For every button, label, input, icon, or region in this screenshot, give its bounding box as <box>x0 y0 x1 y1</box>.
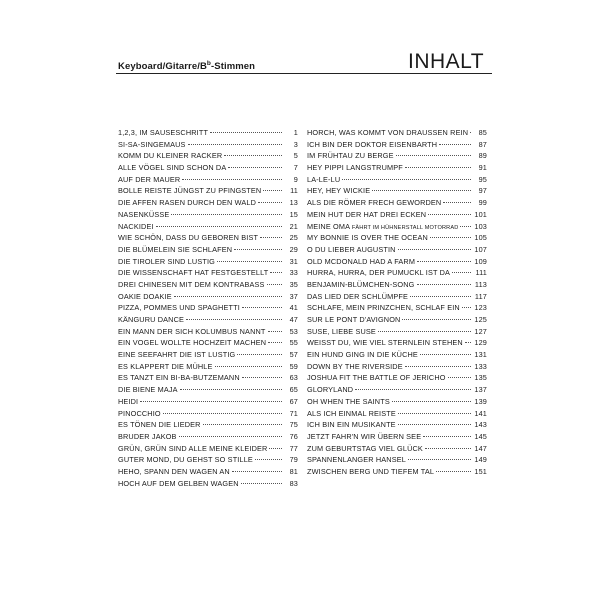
toc-entry-title: BOLLE REISTE JÜNGST ZU PFINGSTEN <box>118 186 262 196</box>
toc-entry-title: ALS DIE RÖMER FRECH GEWORDEN <box>307 198 442 208</box>
toc-entry-page: 143 <box>474 420 487 430</box>
toc-entry-title: O DU LIEBER AUGUSTIN <box>307 244 396 254</box>
toc-entry <box>118 302 298 314</box>
leader-dots <box>260 237 282 238</box>
toc-entry-page: 113 <box>474 279 487 289</box>
toc-entry <box>307 443 487 455</box>
leader-dots <box>242 377 282 378</box>
toc-entry <box>307 431 487 443</box>
toc-entry-page: 105 <box>474 233 487 243</box>
toc-entry-title-small: FÄHRT IM HÜHNERSTALL MOTORRAD <box>350 224 459 231</box>
toc-entry <box>307 232 487 244</box>
toc-entry <box>307 267 487 279</box>
toc-entry <box>118 431 298 443</box>
toc-entry <box>307 337 487 349</box>
header-divider <box>116 73 492 74</box>
toc-entry <box>118 337 298 349</box>
leader-dots <box>448 377 471 378</box>
leader-dots <box>179 436 282 437</box>
toc-entry-title: EIN HUND GING IN DIE KÜCHE <box>307 350 418 360</box>
toc-entry-page: 35 <box>289 279 298 289</box>
toc-entry <box>118 150 298 162</box>
leader-dots <box>396 155 471 156</box>
toc-entry <box>118 244 298 256</box>
leader-dots <box>237 354 282 355</box>
leader-dots <box>180 389 282 390</box>
page-title: INHALT <box>408 50 485 73</box>
toc-entry-page: 5 <box>293 151 298 161</box>
toc-entry-page: 67 <box>289 396 298 406</box>
leader-dots <box>452 272 471 273</box>
flat-sign: b <box>206 60 211 67</box>
leader-dots <box>174 296 282 297</box>
toc-entry-page: 65 <box>289 385 298 395</box>
book-part-label <box>118 60 255 72</box>
toc-entry-title: ZWISCHEN BERG UND TIEFEM TAL <box>307 466 435 476</box>
toc-entry-page: 103 <box>474 221 487 231</box>
toc-entry-title: HOCH AUF DEM GELBEN WAGEN <box>118 478 239 488</box>
toc-entry-title: ICH BIN EIN MUSIKANTE <box>307 420 396 430</box>
toc-entry-title: MY BONNIE IS OVER THE OCEAN <box>307 233 428 243</box>
leader-dots <box>232 471 282 472</box>
toc-entry-page: 107 <box>474 244 487 254</box>
leader-dots <box>392 401 471 402</box>
toc-entry-page: 31 <box>289 256 298 266</box>
toc-entry <box>307 279 487 291</box>
toc-entry-page: 81 <box>289 466 298 476</box>
toc-entry <box>118 139 298 151</box>
toc-column-left <box>118 127 298 489</box>
toc-entry-page: 83 <box>289 478 298 488</box>
book-part-text: Keyboard/Gitarre/B <box>118 61 207 73</box>
toc-entry <box>307 174 487 186</box>
toc-entry-title: DOWN BY THE RIVERSIDE <box>307 361 403 371</box>
toc-entry-title: SUSE, LIEBE SUSE <box>307 326 376 336</box>
toc-entry <box>307 221 487 233</box>
toc-entry-page: 63 <box>289 373 298 383</box>
leader-dots <box>410 296 471 297</box>
toc-entry <box>307 244 487 256</box>
toc-entry <box>118 162 298 174</box>
toc-entry-page: 97 <box>478 186 487 196</box>
toc-entry-page: 47 <box>289 315 298 324</box>
leader-dots <box>270 272 282 273</box>
leader-dots <box>420 354 471 355</box>
toc-entry-page: 101 <box>474 209 487 219</box>
toc-entry-page: 149 <box>474 455 487 465</box>
leader-dots <box>258 202 282 203</box>
toc-entry <box>118 466 298 478</box>
toc-entry-page: 76 <box>289 431 298 441</box>
leader-dots <box>405 366 471 367</box>
toc-entry <box>307 419 487 431</box>
toc-entry-title: ICH BIN DER DOKTOR EISENBARTH <box>307 139 438 149</box>
toc-entry-page: 71 <box>289 408 298 418</box>
toc-entry-page: 131 <box>474 350 487 360</box>
toc-entry-page: 135 <box>474 373 487 383</box>
toc-entry <box>307 396 487 408</box>
toc-entry-page: 85 <box>478 128 487 137</box>
toc-entry <box>307 466 487 478</box>
toc-entry-title: HORCH, WAS KOMMT VON DRAUSSEN REIN <box>307 128 469 137</box>
toc-entry <box>118 478 298 490</box>
toc-entry <box>118 209 298 221</box>
leader-dots <box>408 459 471 460</box>
toc-entry-page: 91 <box>478 163 487 173</box>
toc-entry <box>118 291 298 303</box>
toc-entry-title: HEHO, SPANN DEN WAGEN AN <box>118 466 230 476</box>
leader-dots <box>186 319 282 320</box>
toc-entry-page: 145 <box>474 431 487 441</box>
toc-entry <box>118 419 298 431</box>
leader-dots <box>398 249 471 250</box>
toc-entry-title: 1,2,3, IM SAUSESCHRITT <box>118 128 209 137</box>
toc-entry-page: 79 <box>289 455 298 465</box>
toc-entry-title: DREI CHINESEN MIT DEM KONTRABASS <box>118 279 265 289</box>
toc-entry-title: DIE AFFEN RASEN DURCH DEN WALD <box>118 198 257 208</box>
leader-dots <box>436 471 471 472</box>
toc-entry-title: IM FRÜHTAU ZU BERGE <box>307 151 394 161</box>
toc-entry-title: OLD MCDONALD HAD A FARM <box>307 256 416 266</box>
toc-entry-title: PINOCCHIO <box>118 408 161 418</box>
toc-entry <box>118 372 298 384</box>
leader-dots <box>224 155 282 156</box>
toc-entry-title: HEIDI <box>118 396 139 406</box>
toc-entry <box>307 256 487 268</box>
toc-entry <box>307 127 487 139</box>
toc-entry-title: WIE SCHÖN, DASS DU GEBOREN BIST <box>118 233 259 243</box>
leader-dots <box>439 144 471 145</box>
toc-entry <box>307 314 487 326</box>
toc-entry <box>118 197 298 209</box>
toc-entry-title: OH WHEN THE SAINTS <box>307 396 390 406</box>
leader-dots <box>417 261 471 262</box>
toc-entry-page: 75 <box>289 420 298 430</box>
leader-dots <box>263 190 282 191</box>
toc-entry-page: 95 <box>478 174 487 184</box>
toc-entry-title: EINE SEEFAHRT DIE IST LUSTIG <box>118 350 236 360</box>
toc-entry-title: SPANNENLANGER HANSEL <box>307 455 406 465</box>
toc-entry-title: JETZT FAHR'N WIR ÜBERN SEE <box>307 431 422 441</box>
toc-entry <box>307 209 487 221</box>
toc-column-right <box>307 127 487 478</box>
toc-entry-title: HURRA, HURRA, DER PUMUCKL IST DA <box>307 268 451 278</box>
leader-dots <box>460 226 471 227</box>
toc-entry <box>118 361 298 373</box>
toc-entry-title: BRUDER JAKOB <box>118 431 177 441</box>
toc-entry-page: 21 <box>289 221 298 231</box>
toc-entry-title: GUTER MOND, DU GEHST SO STILLE <box>118 455 253 465</box>
leader-dots <box>268 331 282 332</box>
leader-dots <box>182 179 282 180</box>
toc-entry-page: 3 <box>293 139 298 149</box>
toc-entry-page: 125 <box>474 315 487 324</box>
toc-entry <box>307 326 487 338</box>
toc-entry-title: HEY, HEY WICKIE <box>307 186 371 196</box>
toc-entry <box>118 408 298 420</box>
toc-entry <box>118 349 298 361</box>
toc-entry-title: OAKIE DOAKIE <box>118 291 172 301</box>
leader-dots <box>242 307 282 308</box>
toc-entry-title: KOMM DU KLEINER RACKER <box>118 151 223 161</box>
toc-entry <box>307 150 487 162</box>
leader-dots <box>268 342 282 343</box>
toc-entry-page: 15 <box>289 209 298 219</box>
toc-entry-title: MEIN HUT DER HAT DREI ECKEN <box>307 209 427 219</box>
toc-entry-page: 123 <box>474 303 487 313</box>
leader-dots <box>355 389 471 390</box>
toc-entry-page: 147 <box>474 443 487 453</box>
leader-dots <box>156 226 282 227</box>
toc-entry <box>118 396 298 408</box>
toc-entry-title: SCHLAFE, MEIN PRINZCHEN, SCHLAF EIN <box>307 303 460 313</box>
leader-dots <box>405 167 471 168</box>
toc-entry-title: EIN MANN DER SICH KOLUMBUS NANNT <box>118 326 266 336</box>
toc-entry-page: 127 <box>474 326 487 336</box>
leader-dots <box>425 448 471 449</box>
book-part-suffix: -Stimmen <box>211 61 256 73</box>
leader-dots <box>342 179 471 180</box>
toc-entry-page: 13 <box>289 198 298 208</box>
toc-entry-title: DIE BIENE MAJA <box>118 385 178 395</box>
toc-entry <box>307 139 487 151</box>
toc-entry <box>118 326 298 338</box>
toc-entry-page: 87 <box>478 139 487 149</box>
toc-entry-page: 129 <box>474 338 487 348</box>
toc-entry-title: GRÜN, GRÜN SIND ALLE MEINE KLEIDER <box>118 443 268 453</box>
toc-entry-page: 9 <box>293 174 298 184</box>
toc-entry-page: 1 <box>293 128 298 137</box>
leader-dots <box>465 342 471 343</box>
toc-entry-page: 41 <box>289 303 298 313</box>
toc-entry <box>118 221 298 233</box>
toc-entry <box>118 232 298 244</box>
toc-entry <box>118 454 298 466</box>
leader-dots <box>163 413 282 414</box>
toc-entry-title: DAS LIED DER SCHLÜMPFE <box>307 291 409 301</box>
leader-dots <box>417 284 472 285</box>
leader-dots <box>372 190 471 191</box>
toc-entry-page: 151 <box>474 466 487 476</box>
toc-entry-page: 137 <box>474 385 487 395</box>
leader-dots <box>255 459 282 460</box>
toc-entry-page: 109 <box>474 256 487 266</box>
leader-dots <box>443 202 471 203</box>
leader-dots <box>210 132 282 133</box>
leader-dots <box>398 424 471 425</box>
toc-entry-title: EIN VOGEL WOLLTE HOCHZEIT MACHEN <box>118 338 267 348</box>
toc-entry <box>118 443 298 455</box>
toc-entry <box>307 384 487 396</box>
toc-entry-page: 77 <box>289 443 298 453</box>
toc-entry <box>307 361 487 373</box>
toc-entry-page: 117 <box>474 291 487 301</box>
leader-dots <box>267 284 282 285</box>
toc-entry <box>307 197 487 209</box>
toc-entry <box>118 267 298 279</box>
toc-entry-title: ES TANZT EIN BI-BA-BUTZEMANN <box>118 373 240 383</box>
toc-entry-page: 53 <box>289 326 298 336</box>
toc-entry-page: 139 <box>474 396 487 406</box>
toc-entry <box>118 384 298 396</box>
toc-entry-page: 99 <box>478 198 487 208</box>
toc-entry-title: PIZZA, POMMES UND SPAGHETTI <box>118 303 240 313</box>
leader-dots <box>423 436 471 437</box>
toc-entry-title: ALLE VÖGEL SIND SCHON DA <box>118 163 227 173</box>
leader-dots <box>402 319 471 320</box>
leader-dots <box>188 144 282 145</box>
leader-dots <box>203 424 282 425</box>
toc-entry-title: DIE BLÜMELEIN SIE SCHLAFEN <box>118 244 233 254</box>
toc-entry-title: NACKIDEI <box>118 221 154 231</box>
leader-dots <box>215 366 282 367</box>
toc-entry-title: ES TÖNEN DIE LIEDER <box>118 420 201 430</box>
toc-entry-title: DIE TIROLER SIND LUSTIG <box>118 256 215 266</box>
toc-entry-title: DIE WISSENSCHAFT HAT FESTGESTELLT <box>118 268 269 278</box>
toc-entry-title: GLORYLAND <box>307 385 354 395</box>
toc-entry <box>307 302 487 314</box>
toc-entry-page: 59 <box>289 361 298 371</box>
toc-entry <box>307 349 487 361</box>
toc-entry-title: WEISST DU, WIE VIEL STERNLEIN STEHEN <box>307 338 463 348</box>
toc-entry-title: LA-LE-LU <box>307 174 341 184</box>
toc-entry-page: 25 <box>289 233 298 243</box>
leader-dots <box>430 237 471 238</box>
toc-entry-title: HEY PIPPI LANGSTRUMPF <box>307 163 403 173</box>
leader-dots <box>234 249 282 250</box>
leader-dots <box>269 448 282 449</box>
leader-dots <box>171 214 282 215</box>
leader-dots <box>217 261 282 262</box>
toc-entry <box>118 174 298 186</box>
leader-dots <box>140 401 282 402</box>
toc-entry <box>307 185 487 197</box>
toc-entry-title: KÄNGURU DANCE <box>118 315 185 324</box>
leader-dots <box>462 307 471 308</box>
toc-entry-page: 111 <box>475 268 487 278</box>
leader-dots <box>428 214 471 215</box>
toc-entry <box>307 291 487 303</box>
toc-entry <box>118 127 298 139</box>
toc-entry-title: NASENKÜSSE <box>118 209 170 219</box>
toc-entry-page: 37 <box>289 291 298 301</box>
toc-entry-page: 11 <box>290 186 298 196</box>
toc-entry-page: 89 <box>478 151 487 161</box>
toc-entry-title: SI-SA-SINGEMAUS <box>118 139 186 149</box>
toc-entry <box>118 314 298 326</box>
toc-entry-title: SUR LE PONT D'AVIGNON <box>307 315 401 324</box>
toc-entry-title: ZUM GEBURTSTAG VIEL GLÜCK <box>307 443 423 453</box>
leader-dots <box>241 483 282 484</box>
leader-dots <box>470 132 471 133</box>
toc-entry <box>307 372 487 384</box>
toc-entry-title: MEINE OMA <box>307 221 351 231</box>
toc-entry <box>307 162 487 174</box>
toc-entry-page: 57 <box>289 350 298 360</box>
toc-entry <box>118 279 298 291</box>
toc-entry-page: 133 <box>474 361 487 371</box>
toc-entry <box>307 454 487 466</box>
toc-entry-title: ES KLAPPERT DIE MÜHLE <box>118 361 213 371</box>
leader-dots <box>228 167 282 168</box>
toc-entry-page: 55 <box>289 338 298 348</box>
toc-entry-title: AUF DER MAUER <box>118 174 181 184</box>
leader-dots <box>378 331 471 332</box>
leader-dots <box>398 413 471 414</box>
toc-entry <box>118 185 298 197</box>
toc-entry-page: 29 <box>289 244 298 254</box>
toc-entry-title: JOSHUA FIT THE BATTLE OF JERICHO <box>307 373 446 383</box>
toc-entry <box>307 408 487 420</box>
toc-entry-page: 141 <box>474 408 487 418</box>
toc-entry-title: BENJAMIN-BLÜMCHEN-SONG <box>307 279 415 289</box>
toc-entry-page: 33 <box>289 268 298 278</box>
toc-entry <box>118 256 298 268</box>
toc-entry-title: ALS ICH EINMAL REISTE <box>307 408 396 418</box>
toc-entry-page: 7 <box>293 163 298 173</box>
